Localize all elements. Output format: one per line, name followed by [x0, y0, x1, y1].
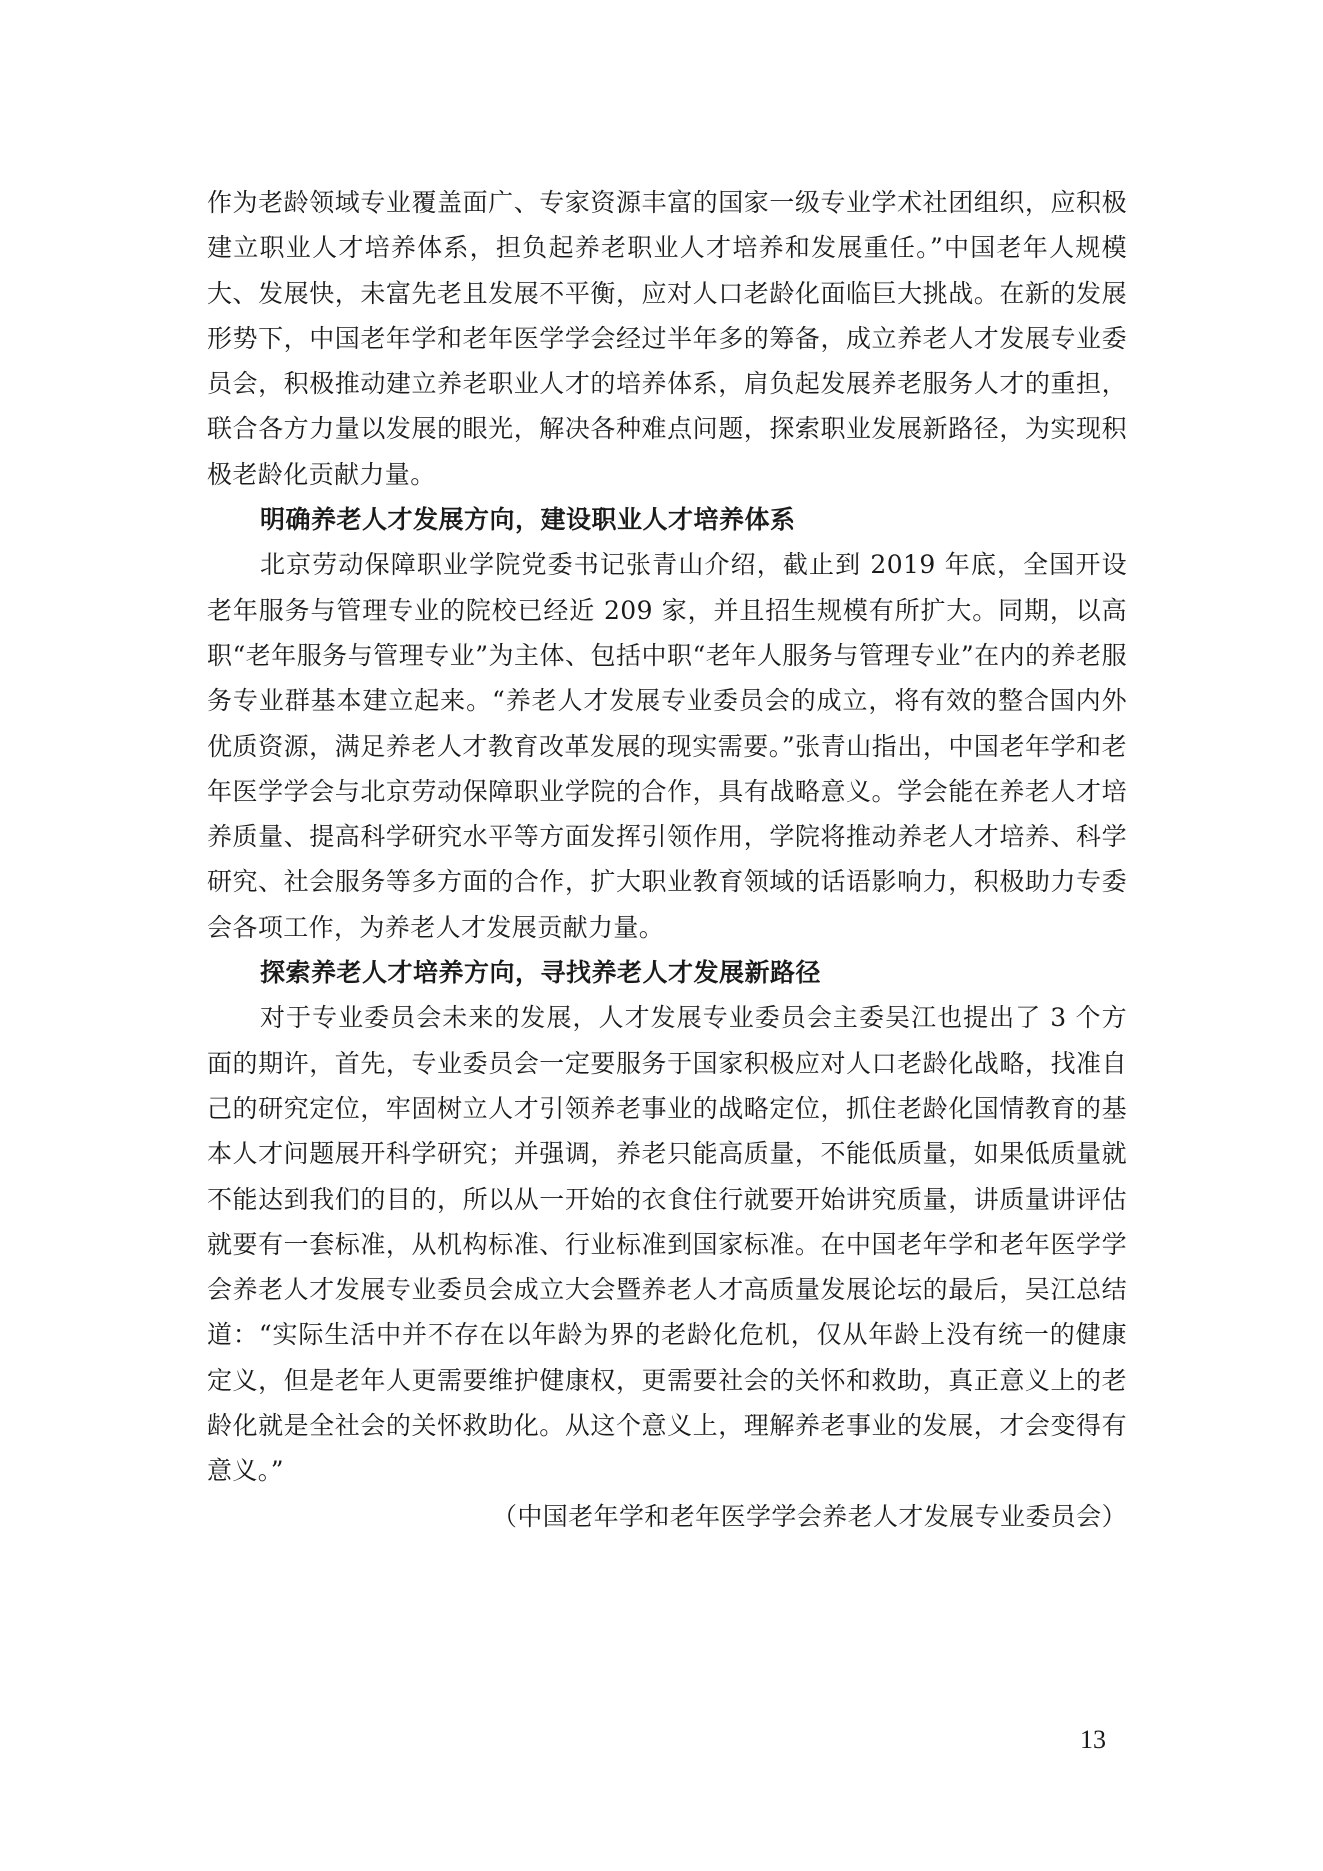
paragraph-2: 北京劳动保障职业学院党委书记张青山介绍，截止到 2019 年底，全国开设老年服务与管理专业的院校已经近 209 家，并且招生规模有所扩大。同期，以高职“老年服务与管理专业”为主体、包括中职“老年人服务与管理专业”在内的养老服务专业群基本建立起来。“养老人才发展专业委员会的成立，将有效的整合国内外优质资源，满足养老人才教育改革发展的现实需要。”张青山指出，中国老年学和老年医学学会与北京劳动保障职业学院的合作，具有战略意义。学会能在养老人才培养质量、提高科学研究水平等方面发挥引领作用，学院将推动养老人才培养、科学研究、社会服务等多方面的合作，扩大职业教育领域的话语影响力，积极助力专委会各项工作，为养老人才发展贡献力量。 [207, 550, 1127, 942]
section-heading-2: 探索养老人才培养方向，寻找养老人才发展新路径 [260, 958, 822, 988]
paragraph-continued: 作为老龄领域专业覆盖面广、专家资源丰富的国家一级专业学术社团组织，应积极建立职业人才培养体系，担负起养老职业人才培养和发展重任。”中国老年人规模大、发展快，未富先老且发展不平衡，应对人口老龄化面临巨大挑战。在新的发展形势下，中国老年学和老年医学学会经过半年多的筹备，成立养老人才发展专业委员会，积极推动建立养老职业人才的培养体系，肩负起发展养老服务人才的重担，联合各方力量以发展的眼光，解决各种难点问题，探索职业发展新路径，为实现积极老龄化贡献力量。 [207, 188, 1127, 489]
source-attribution: （中国老年学和老年医学学会养老人才发展专业委员会） [491, 1501, 1127, 1531]
page-number: 13 [1080, 1725, 1106, 1754]
section-heading-1: 明确养老人才发展方向，建设职业人才培养体系 [260, 505, 796, 535]
paragraph-3: 对于专业委员会未来的发展，人才发展专业委员会主委吴江也提出了 3 个方面的期许，首先，专业委员会一定要服务于国家积极应对人口老龄化战略，找准自己的研究定位，牢固树立人才引领养老事业的战略定位，抓住老龄化国情教育的基本人才问题展开科学研究；并强调，养老只能高质量，不能低质量，如果低质量就不能达到我们的目的，所以从一开始的衣食住行就要开始讲究质量，讲质量讲评估就要有一套标准，从机构标准、行业标准到国家标准。在中国老年学和老年医学学会养老人才发展专业委员会成立大会暨养老人才高质量发展论坛的最后，吴江总结道：“实际生活中并不存在以年龄为界的老龄化危机，仅从年龄上没有统一的健康定义，但是老年人更需要维护健康权，更需要社会的关怀和救助，真正意义上的老龄化就是全社会的关怀救助化。从这个意义上，理解养老事业的发展，才会变得有意义。” [207, 1003, 1127, 1486]
article-body [207, 180, 1127, 1539]
